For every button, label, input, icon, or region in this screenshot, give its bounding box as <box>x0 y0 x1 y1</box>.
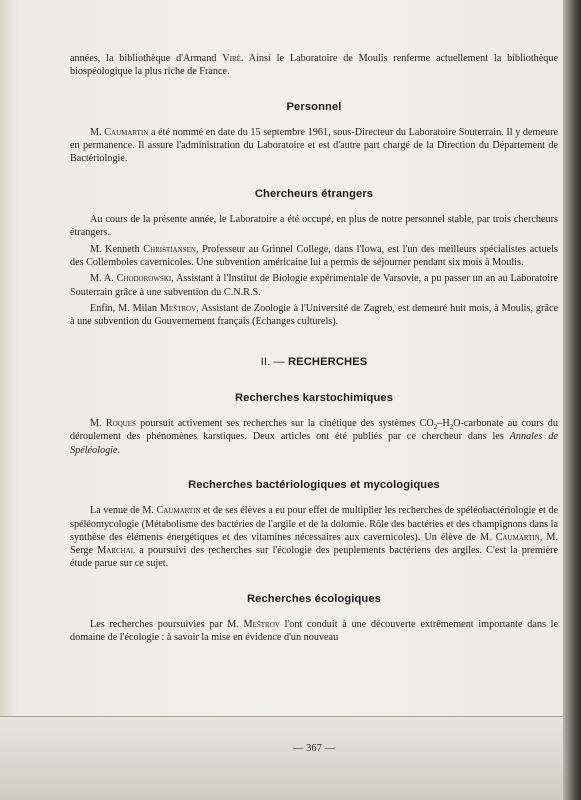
heading-personnel: Personnel <box>286 100 342 113</box>
heading-ecologiques: Recherches écologiques <box>246 592 381 605</box>
personnel-paragraph: M. Caumartin a été nommé en date du 15 septembre 1961, sous-Directeur du Laboratoire Souterrain. Il y demeure en permanence. Il assure l'administration du Laboratoire et est d'autre part chargé de la Direction du Département de Bactériologie. <box>70 126 558 165</box>
page-number: — 367 — <box>293 743 335 754</box>
chercheurs-paragraph-1: Au cours de la présente année, le Laboratoire a été occupé, en plus de notre personnel stable, par trois chercheurs étrangers. <box>70 214 558 239</box>
karsto-paragraph: M. Roques poursuit activement ses recherches sur la cinétique des systèmes $CO_2-H_2O$-carbonate au cours du déroulement des phénomènes karstiques. Deux articles ont été publiés par ce chercheur dans les Annales de Spéléologie. <box>70 418 558 456</box>
chercheurs-paragraph-2: M. Kenneth Christiansen, Professeur au Grinnel College, dans l'Iowa, est l'un des meilleurs spécialistes actuels des Collemboles cavernicoles. Une subvention américaine lui a permis de séjourner pendant six mois à Moulis. <box>70 243 558 268</box>
heading-bacteriologiques: Recherches bactériologiques et mycologiques <box>188 478 440 491</box>
intro-paragraph: années, la bibliothèque d'Armand Viré. Ainsi le Laboratoire de Moulis renferme actuellement la bibliothèque biospéologique la plus riche de France. <box>70 53 559 78</box>
heading-karstochimiques: Recherches karstochimiques <box>234 391 394 404</box>
heading-chercheurs: Chercheurs étrangers <box>254 187 374 200</box>
chercheurs-paragraph-3: M. A. Chodorowski, Assistant à l'Institut de Biologie expérimentale de Varsovie, a pu passer un an au Laboratoire Souterrain grâce à une subvention du C.N.R.S. <box>70 273 558 298</box>
page-text-block <box>70 52 559 754</box>
bacterio-paragraph: La venue de M. Caumartin et de ses élèves a eu pour effet de multiplier les recherches de spéléobactériologie et de spéléomycologie (Métabolisme des bactéries de l'argile et de la dolomie. Rôle des bactéries et des champignons dans la synthèse des éléments énergétiques et des vitamines nécessaires aux cavernicoles). Un élève de M. Caumartin, M. Serge Marchal a poursuivi des recherches sur l'écologie des peuplements bactériens des argiles. C'est la première étude parue sur ce sujet. <box>70 505 559 570</box>
ecolo-paragraph: Les recherches poursuivies par M. Meštrov l'ont conduit à une découverte extrêmement importante dans le domaine de l'écologie : à savoir la mise en évidence d'un nouveau <box>70 619 558 644</box>
chercheurs-paragraph-4: Enfin, M. Milan Meštrov, Assistant de Zoologie à l'Université de Zagreb, est demeuré huit mois, à Moulis, grâce à une subvention du Gouvernement français (Echanges culturels). <box>70 302 558 328</box>
sheet-fold-line <box>0 716 563 717</box>
lower-sheet-edge <box>0 716 563 800</box>
page-edge-shadow <box>563 0 581 800</box>
chapter-heading: II. — RECHERCHES <box>260 356 368 369</box>
